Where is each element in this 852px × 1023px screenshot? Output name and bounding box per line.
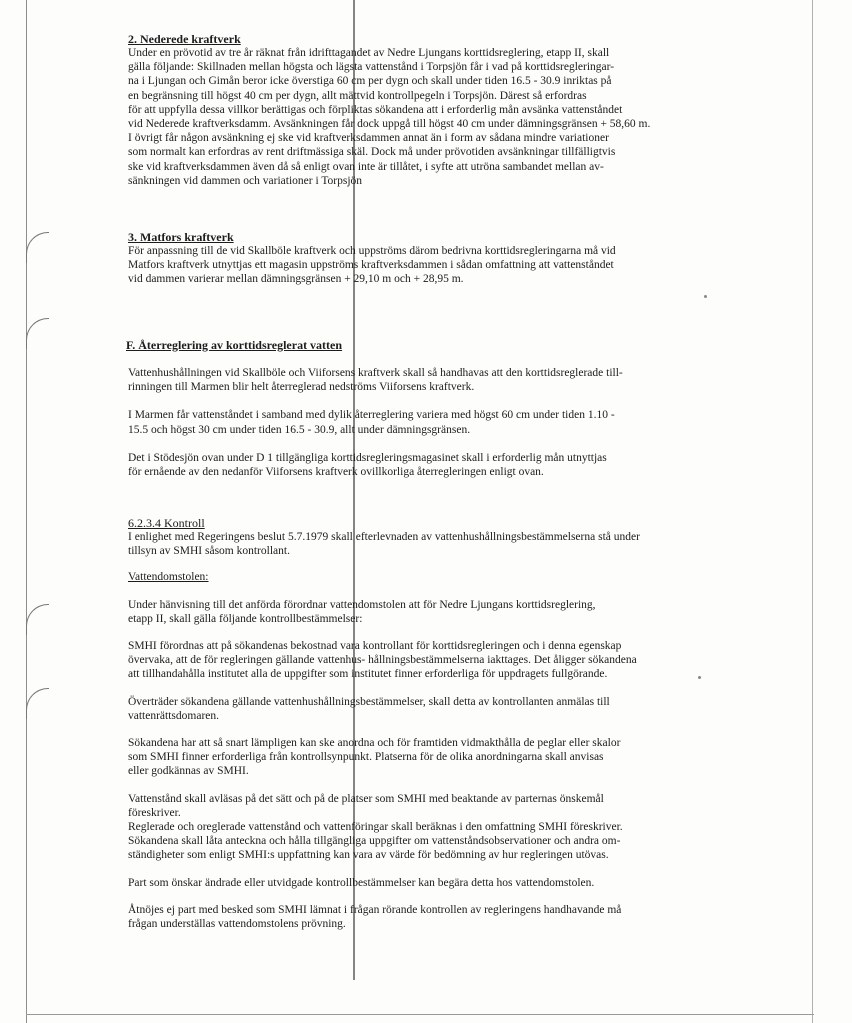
text-line: Part som önskar ändrade eller utvidgade kontrollbestämmelser kan begära detta hos vattendomstolen.	[128, 876, 595, 889]
page-right-edge	[812, 0, 813, 1023]
section-paragraph	[114, 408, 623, 436]
text-line: Under en prövotid av tre år räknat från idrifttagandet av Nedre Ljungans korttidsreglering, etapp II, skall	[128, 47, 610, 59]
punch-hole-mark	[26, 232, 49, 263]
section-f-heading: F. Återreglering av korttidsreglerat vatten	[126, 338, 343, 352]
text-line: Vattenhushållningen vid Skallböle och Viiforsens kraftverk skall så handhavas att den korttidsreglerade till-	[128, 367, 623, 379]
text-line: föreskriver.	[128, 806, 181, 819]
text-line: rinningen till Marmen blir helt återreglerad nedströms Viiforsens kraftverk.	[128, 381, 475, 394]
section-paragraph	[114, 451, 623, 479]
text-line: övervaka, att de för regleringen gällande vattenhus- hållningsbestämmelserna iakttages. Det åligger sökandena	[128, 654, 637, 667]
text-line: Matfors kraftverk utnyttjas ett magasin uppströms kraftverksdammen i sådan omfattning att vattenståndet	[128, 259, 614, 272]
section-kontroll	[114, 516, 640, 931]
text-line: eller godkännas av SMHI.	[128, 765, 249, 778]
text-line: Sökandena skall låta anteckna och hålla tillgängliga uppgifter om vattenståndsobservationer och andra om-	[128, 835, 621, 848]
scan-speck	[698, 676, 701, 679]
section-paragraph	[114, 598, 640, 626]
section-paragraph	[114, 570, 640, 584]
section-paragraph	[114, 876, 640, 890]
text-line: SMHI förordnas att på sökandenas bekostnad vara kontrollant för korttidsregleringen och i denna egenskap	[128, 640, 622, 653]
text-line: som SMHI finner erforderliga från kontrollsynpunkt. Platserna för de olika anordningarna skall anvisas	[128, 751, 604, 764]
scan-speck	[704, 295, 707, 298]
text-line: vid Nederede kraftverksdamm. Avsänkningen får dock uppgå till högst 40 cm under dämningsgränsen + 58,60 m.	[128, 118, 651, 131]
section-nederede	[114, 32, 650, 188]
section-paragraph	[114, 244, 616, 287]
text-line: ske vid kraftverksdammen även då så enligt ovan inte är tillåtet, i syfte att utröna sambandet mellan av-	[128, 160, 604, 173]
text-line: tillsyn av SMHI såsom kontrollant.	[128, 545, 290, 558]
text-line: sänkningen vid dammen och variationer i Torpsjön	[128, 174, 363, 187]
text-line: Det i Stödesjön ovan under D 1 tillgängliga korttidsregleringsmagasinet skall i erforderlig mån utnyttjas	[128, 451, 607, 464]
text-line: Under hänvisning till det anförda förordnar vattendomstolen att för Nedre Ljungans korttidsreglering,	[128, 598, 596, 611]
text-line: Sökandena har att så snart lämpligen kan ske anordna och för framtiden vidmakthålla de peglar eller skalor	[128, 737, 621, 750]
section-paragraph	[114, 366, 623, 394]
text-line: na i Ljungan och Gimån beror icke överstiga 60 cm per dygn och skall under tiden 16.5 - 30.9 inriktas på	[128, 75, 612, 88]
section-paragraph	[114, 639, 640, 682]
section-heading: 2. Nederede kraftverk	[128, 32, 241, 46]
section-paragraph	[114, 792, 640, 863]
section-f	[114, 338, 623, 479]
text-line: Åtnöjes ej part med besked som SMHI lämnat i frågan rörande kontrollen av regleringens handhavande må	[128, 903, 622, 916]
page-left-edge	[26, 0, 27, 1023]
text-line: Överträder sökandena gällande vattenhushållningsbestämmelser, skall detta av kontrollanten anmälas till	[128, 695, 610, 708]
text-line: etapp II, skall gälla följande kontrollbestämmelser:	[128, 612, 363, 625]
section-matfors	[114, 230, 616, 287]
text-line: 15.5 och högst 30 cm under tiden 16.5 - 30.9, allt under dämningsgränsen.	[128, 423, 471, 436]
section-heading: 3. Matfors kraftverk	[128, 230, 234, 244]
text-line: För anpassning till de vid Skallböle kraftverk och uppströms därom bedrivna korttidsregleringarna må vid	[128, 245, 616, 257]
text-line: ständigheter som enligt SMHI:s uppfattning kan vara av värde för bedömning av hur regleringen utövas.	[128, 849, 609, 862]
punch-hole-mark	[26, 318, 49, 349]
section-paragraph	[114, 903, 640, 931]
text-line: vid dammen varierar mellan dämningsgränsen + 29,10 m och + 28,95 m.	[128, 273, 464, 286]
vattendomstolen-subheading: Vattendomstolen:	[128, 571, 209, 584]
section-paragraph	[114, 46, 650, 188]
page-bottom-edge	[26, 1014, 814, 1015]
section-paragraph	[114, 530, 640, 558]
text-line: att tillhandahålla institutet alla de uppgifter som institutet finner erforderliga för uppdragets fullgörande.	[128, 668, 608, 681]
punch-hole-mark	[26, 688, 49, 719]
section-paragraph	[114, 695, 640, 723]
section-paragraph	[114, 736, 640, 779]
text-line: gälla följande: Skillnaden mellan högsta och lägsta vattenstånd i Torpsjön får i vad på korttidsregleringar-	[128, 61, 615, 74]
text-line: Vattenstånd skall avläsas på det sätt och på de platser som SMHI med beaktande av parternas önskemål	[128, 792, 604, 805]
text-line: som normalt kan erfordras av rent driftmässiga skäl. Dock må under prövotiden avsänkningar tillfälligtvis	[128, 146, 616, 159]
kontroll-heading: 6.2.3.4 Kontroll	[128, 516, 205, 530]
text-line: I Marmen får vattenståndet i samband med dylik återreglering variera med högst 60 cm under tiden 1.10 -	[128, 409, 615, 422]
text-line: för ernående av den nedanför Viiforsens kraftverk ovillkorliga återregleringen enligt ovan.	[128, 466, 544, 479]
text-line: I övrigt får någon avsänkning ej ske vid kraftverksdammen annat än i form av sådana mindre variationer	[128, 132, 609, 145]
text-line: Reglerade och oreglerade vattenstånd och vattenföringar skall beräknas i den omfattning SMHI föreskriver.	[128, 821, 623, 834]
punch-hole-mark	[26, 604, 49, 635]
text-line: en begränsning till högst 40 cm per dygn, allt mättvid kontrollpegeln i Torpsjön. Därest så erfordras	[128, 89, 587, 102]
text-line: I enlighet med Regeringens beslut 5.7.1979 skall efterlevnaden av vattenhushållningsbestämmelserna stå under	[128, 531, 640, 543]
text-line: frågan underställas vattendomstolens prövning.	[128, 918, 346, 931]
text-line: vattenrättsdomaren.	[128, 709, 220, 722]
text-line: för att uppfylla dessa villkor berättigas och förpliktas sökandena att i erforderlig mån avsänka vattenståndet	[128, 103, 623, 116]
